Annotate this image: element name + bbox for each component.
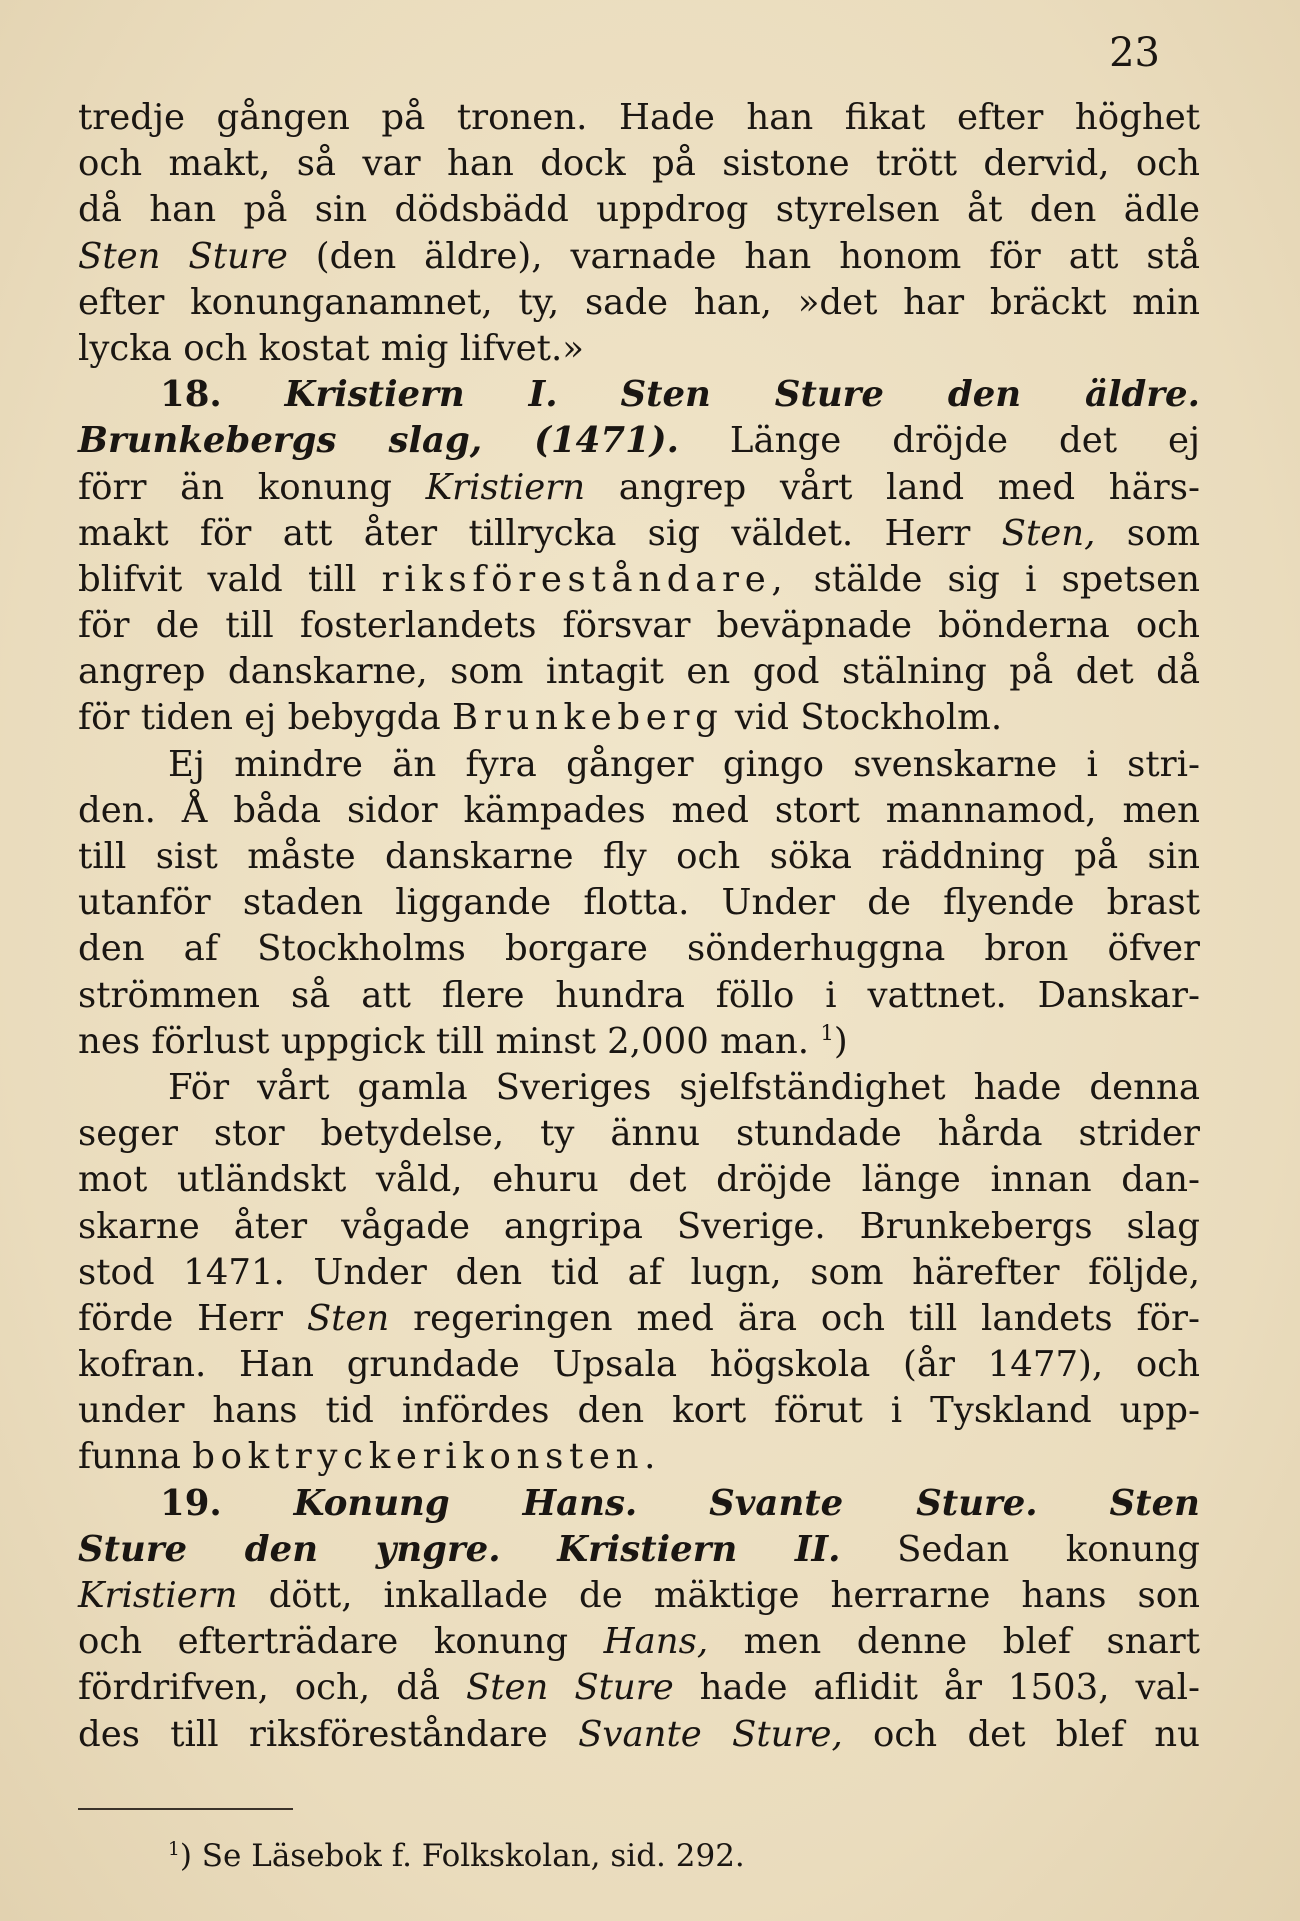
text-line: den. Å båda sidor kämpades med stort mannamod, men (78, 789, 1200, 831)
text-line: tredje gången på tronen. Hade han fikat efter höghet (78, 97, 1200, 138)
text-line: strömmen så att flere hundra föllo i vattnet. Danskar- (78, 974, 1200, 1016)
text-line: kofran. Han grundade Upsala högskola (år 1477), och (78, 1344, 1200, 1386)
text-line: då han på sin dödsbädd uppdrog styrelsen åt den ädle (78, 189, 1200, 231)
text-line: utanför staden liggande flotta. Under de flyende brast (78, 882, 1200, 924)
text-line: funna boktryckerikonsten. (78, 1436, 662, 1478)
text-line: makt för att åter tillrycka sig väldet. Herr Sten, som (78, 512, 1200, 554)
name-sten-sture: Sten Sture (78, 235, 288, 277)
text-line: stod 1471. Under den tid af lugn, som härefter följde, (78, 1251, 1200, 1293)
body-text (78, 95, 1200, 1758)
section-heading-19: 19. Konung Hans. Svante Sture. Sten (160, 1482, 1200, 1524)
text-line: den af Stockholms borgare sönderhuggna bron öfver (78, 928, 1200, 970)
page-number: 23 (1109, 30, 1160, 76)
text-line: Brunkebergs slag, (1471). Länge dröjde det ej (78, 420, 1200, 462)
footnote-mark: 1 (168, 1838, 180, 1860)
text-line: till sist måste danskarne fly och söka räddning på sin (78, 836, 1200, 877)
text-line: des till riksföreståndare Svante Sture, och det blef nu (78, 1713, 1200, 1755)
text-line: Ej mindre än fyra gånger gingo svenskarne i stri- (168, 743, 1200, 785)
heading-brunkeberg: Brunkebergs slag, (1471). (78, 420, 679, 462)
text-line: mot utländskt våld, ehuru det dröjde länge innan dan- (78, 1159, 1200, 1201)
footnote-divider (78, 1808, 293, 1810)
section-number: 18. (160, 374, 222, 416)
footnote-text: ) Se Läsebok f. Folkskolan, sid. 292. (179, 1838, 745, 1874)
text-line: angrep danskarne, som intagit en god stälning på det då (78, 651, 1200, 693)
text-line: och makt, så var han dock på sistone trött dervid, och (78, 143, 1200, 185)
text-line: För vårt gamla Sveriges sjelfständighet hade denna (168, 1066, 1200, 1108)
footnote (168, 1836, 745, 1876)
text-line: blifvit vald till riksföreståndare, stälde sig i spetsen (78, 558, 1200, 600)
text-line: för tiden ej bebygda Brunkeberg vid Stockholm. (78, 697, 1003, 739)
section-number: 19. (160, 1482, 222, 1524)
text-line: Kristiern dött, inkallade de mäktige herrarne hans son (78, 1575, 1200, 1616)
text-line: skarne åter vågade angripa Sverige. Brunkebergs slag (78, 1205, 1200, 1247)
text-line: fördrifven, och, då Sten Sture hade aflidit år 1503, val- (78, 1667, 1201, 1709)
text-line: och efterträdare konung Hans, men denne blef snart (78, 1621, 1200, 1663)
text-line: under hans tid infördes den kort förut i Tyskland upp- (78, 1390, 1200, 1432)
text-line: seger stor betydelse, ty ännu stundade hårda strider (78, 1113, 1200, 1155)
text-line: efter konunganamnet, ty, sade han, »det har bräckt min (78, 281, 1200, 323)
text-line: Sten Sture (den äldre), varnade han honom för att stå (78, 235, 1201, 277)
text-line: Sture den yngre. Kristiern II. Sedan konung (78, 1528, 1200, 1570)
footnote-ref: 1 (820, 1020, 834, 1046)
section-heading-18: 18. Kristiern I. Sten Sture den äldre. (160, 374, 1200, 416)
text-line: nes förlust uppgick till minst 2,000 man. $^1$) (78, 1020, 848, 1062)
text-line: förr än konung Kristiern angrep vårt land med härs- (78, 466, 1200, 508)
text-line: lycka och kostat mig lifvet.» (78, 327, 584, 369)
text-line: förde Herr Sten regeringen med ära och till landets för- (78, 1297, 1200, 1339)
text-line: för de till fosterlandets försvar beväpnade bönderna och (78, 605, 1200, 647)
